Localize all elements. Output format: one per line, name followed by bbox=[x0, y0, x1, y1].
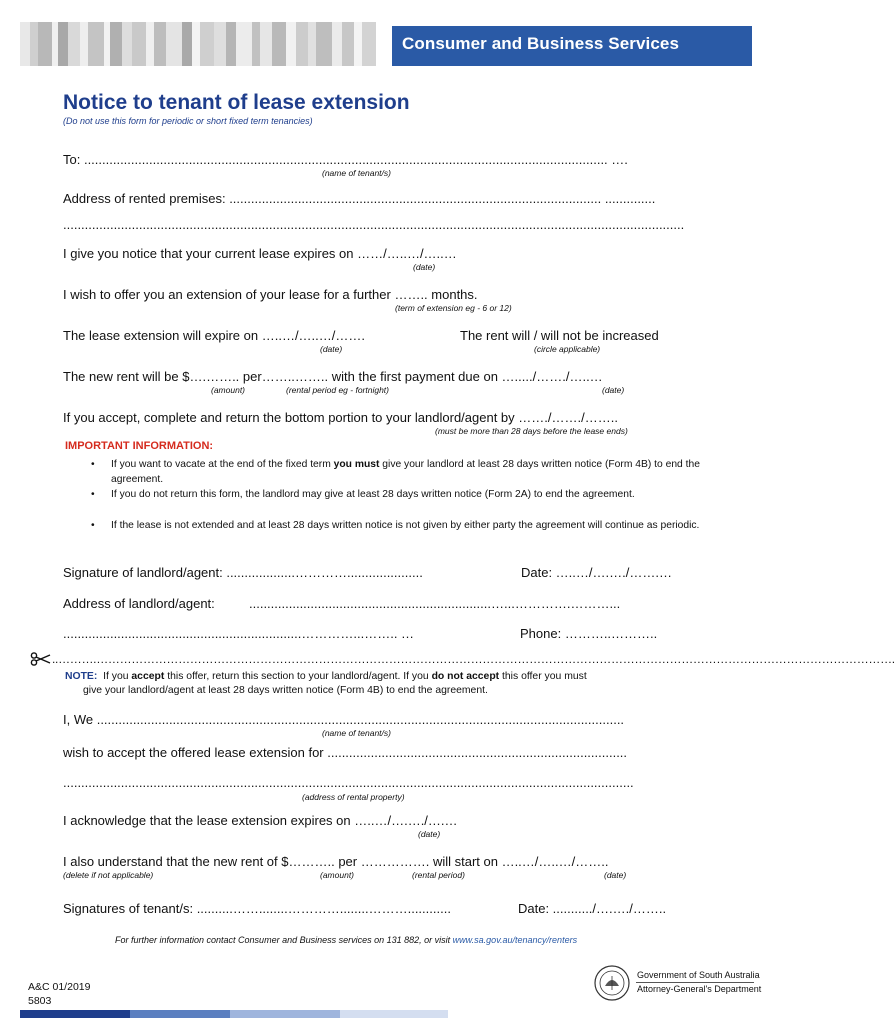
rental-address-caption: (address of rental property) bbox=[302, 792, 405, 802]
sa-government-crest-icon bbox=[593, 964, 631, 1002]
form-code bbox=[28, 980, 90, 1008]
extension-expiry-caption: (date) bbox=[320, 344, 343, 354]
landlord-address-label: Address of landlord/agent: bbox=[63, 596, 215, 611]
acknowledge-expiry-field[interactable]: I acknowledge that the lease extension expires on …..…/….…./….… bbox=[63, 813, 458, 828]
bullet-item bbox=[91, 519, 701, 534]
extension-term-caption: (term of extension eg - 6 or 12) bbox=[395, 303, 512, 313]
footer-contact bbox=[115, 935, 577, 945]
rental-period-caption: (rental period) bbox=[412, 870, 465, 880]
tenant-name-caption: (name of tenant/s) bbox=[322, 728, 391, 738]
form-number-text: 5803 bbox=[28, 995, 52, 1007]
footer-contact-text: For further information contact Consumer and Business services on 131 882, or visit bbox=[115, 935, 453, 945]
note-label: NOTE: bbox=[65, 671, 98, 682]
tenant-date-field[interactable]: Date: .........../….…./…….. bbox=[518, 901, 667, 916]
footer-stripe-graphic bbox=[20, 1010, 448, 1018]
agency-name: Consumer and Business Services bbox=[402, 34, 680, 53]
extension-term-field[interactable]: I wish to offer you an extension of your lease for a further …….. months. bbox=[63, 287, 478, 302]
landlord-signature-field[interactable]: Signature of landlord/agent: ...................…………..................... bbox=[63, 565, 423, 580]
rent-change-option[interactable]: The rent will / will not be increased bbox=[460, 328, 659, 343]
rental-period-caption: (rental period eg - fortnight) bbox=[286, 385, 389, 395]
form-code-text: A&C 01/2019 bbox=[28, 981, 91, 993]
tenancy-renters-link[interactable]: www.sa.gov.au/tenancy/renters bbox=[452, 935, 578, 945]
logo-divider bbox=[636, 982, 754, 983]
return-by-caption: (must be more than 28 days before the lease ends) bbox=[435, 426, 628, 436]
bullet-item bbox=[91, 488, 701, 503]
tenant-signature-field[interactable]: Signatures of tenant/s: ..........……........…………........………............ bbox=[63, 901, 451, 916]
to-field[interactable]: To: ................................................................................................................................................. …. bbox=[63, 152, 628, 167]
rental-address-field[interactable]: wish to accept the offered lease extension for ................................................................................... bbox=[63, 745, 628, 760]
bullet-dot-icon: • bbox=[91, 459, 95, 470]
landlord-address-field[interactable]: ...................................................................…...………….………... bbox=[249, 596, 621, 611]
rent-change-caption: (circle applicable) bbox=[534, 344, 601, 354]
start-date-caption: (date) bbox=[604, 870, 627, 880]
page-subtitle: (Do not use this form for periodic or short fixed term tenancies) bbox=[63, 116, 313, 126]
bullet-dot-icon: • bbox=[91, 489, 95, 500]
rental-address-field-line2[interactable]: .............................................................................................................................................................. bbox=[63, 775, 634, 790]
address-field[interactable]: Address of rented premises: ....................................................................................................... .............. bbox=[63, 191, 656, 206]
tenant-name-field[interactable]: I, We .................................................................................................................................................. bbox=[63, 712, 625, 727]
amount-caption: (amount) bbox=[320, 870, 355, 880]
bullet-item: • If you want to vacate at the end of the fixed term you must give your landlord at least 28 days written notice (Form 4B) to end the agreement. bbox=[91, 459, 700, 485]
new-rent-acknowledge-field[interactable]: I also understand that the new rent of $……….. per ……………. will start on …..…/…..…/…….. bbox=[63, 854, 609, 869]
cut-line: ..……….……………………………………………………………………………………………………………………………………………………………………………………. bbox=[52, 652, 895, 666]
landlord-phone-field[interactable]: Phone: ………..……….. bbox=[520, 626, 658, 641]
first-payment-caption: (date) bbox=[602, 385, 625, 395]
return-by-field[interactable]: If you accept, complete and return the bottom portion to your landlord/agent by ……./……./…….. bbox=[63, 410, 618, 425]
new-rent-field[interactable]: The new rent will be $….…….. per……..…….. with the first payment due on …...../……./…..… bbox=[63, 369, 603, 384]
landlord-date-field[interactable]: Date: …..…/….…./…….… bbox=[521, 565, 672, 580]
bullet-text: If you do not return this form, the landlord may give at least 28 days written notice (Form 2A) to end the agreement. bbox=[111, 489, 635, 500]
header-stripe-graphic bbox=[20, 22, 410, 66]
lease-expiry-caption: (date) bbox=[413, 262, 436, 272]
address-field-line2[interactable]: ............................................................................................................................................................................ bbox=[63, 217, 685, 232]
bullet-dot-icon: • bbox=[91, 520, 95, 531]
important-heading: IMPORTANT INFORMATION: bbox=[65, 440, 214, 452]
note-block: NOTE: If you accept this offer, return this section to your landlord/agent. If you do not accept this offer you must give your landlord/agent at least 28 days written notice (Form 4B) to end the agreement. bbox=[65, 671, 587, 696]
department-name: Attorney-General's Department bbox=[637, 984, 762, 994]
scissors-icon bbox=[30, 652, 51, 666]
page-title: Notice to tenant of lease extension bbox=[63, 91, 410, 114]
bullet-text: If the lease is not extended and at least 28 days written notice is not given by either party the agreement will continue as periodic. bbox=[111, 520, 700, 531]
amount-caption: (amount) bbox=[211, 385, 246, 395]
delete-caption: (delete if not applicable) bbox=[63, 870, 154, 880]
acknowledge-expiry-caption: (date) bbox=[418, 829, 441, 839]
government-name: Government of South Australia bbox=[637, 970, 760, 980]
to-caption: (name of tenant/s) bbox=[322, 168, 391, 178]
lease-expiry-field[interactable]: I give you notice that your current lease expires on ……/…..…/…..… bbox=[63, 246, 457, 261]
landlord-address-field-line2[interactable]: ..................................................................…………...…….. … bbox=[63, 626, 415, 641]
extension-expiry-field[interactable]: The lease extension will expire on …..…/…..…/……. bbox=[63, 328, 366, 343]
